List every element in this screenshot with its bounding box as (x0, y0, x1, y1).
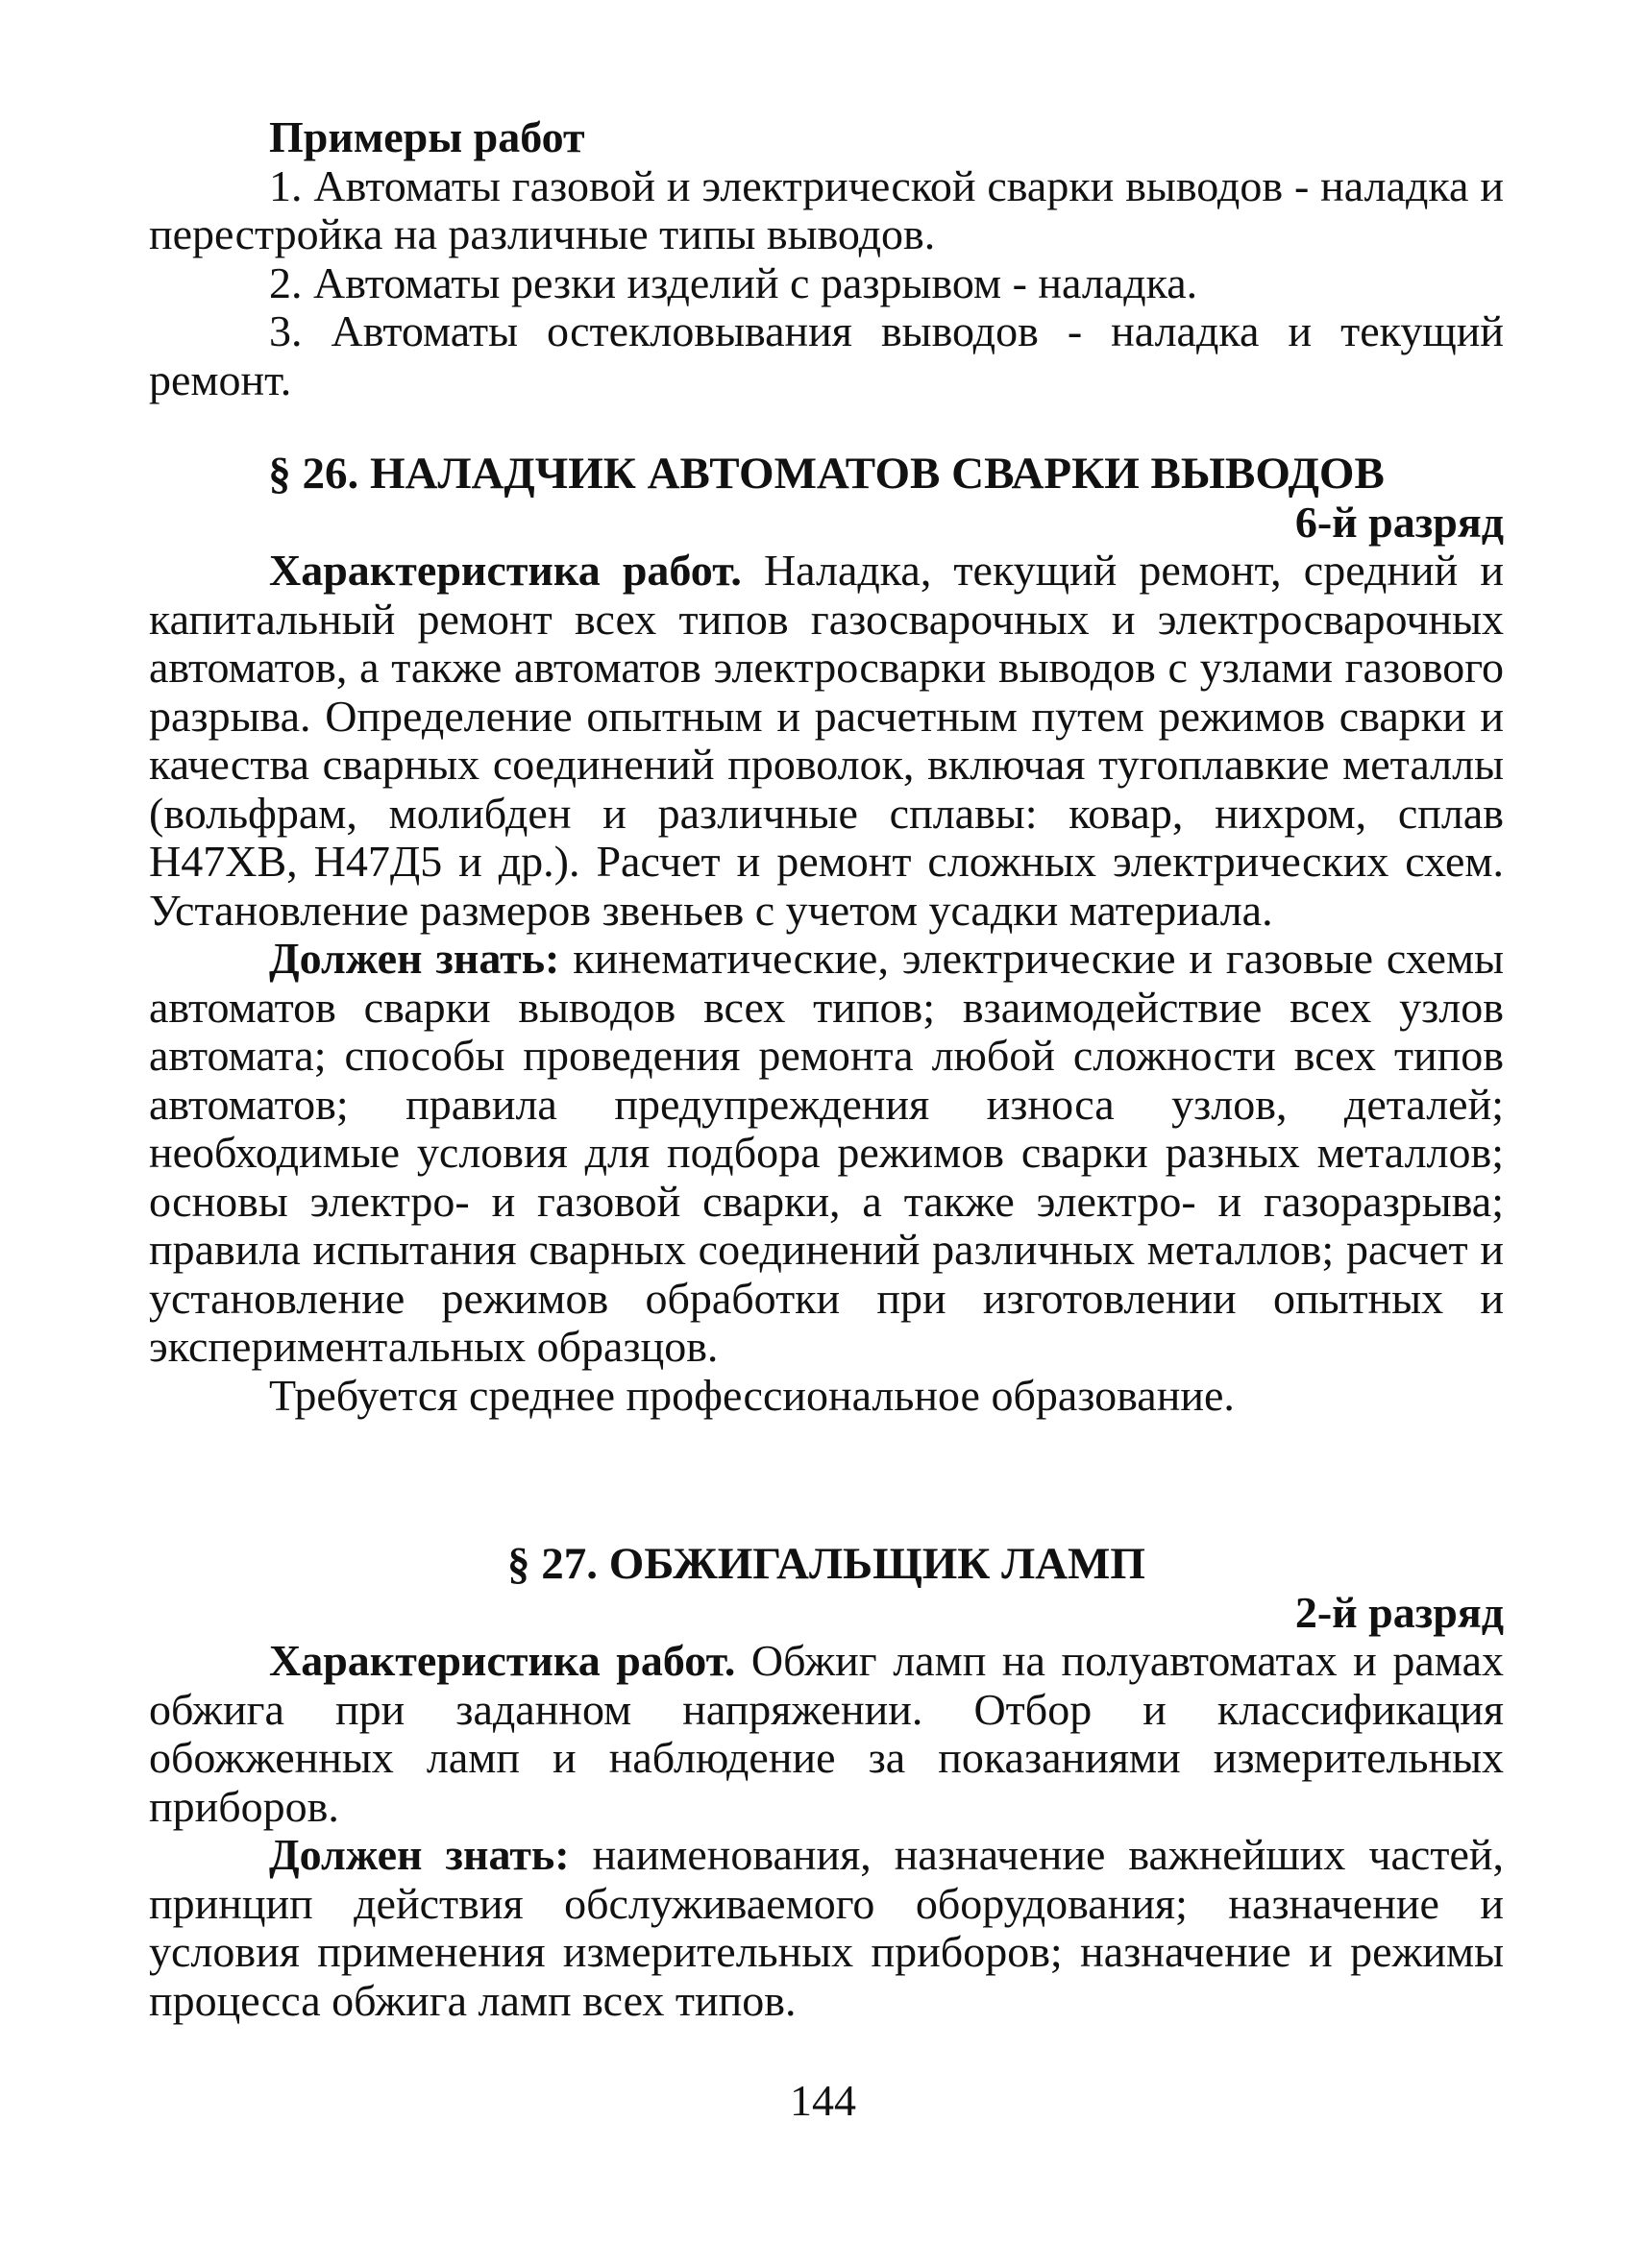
section-27 (149, 1540, 1504, 2025)
section-27-grade: 2-й разряд (1294, 1587, 1504, 1637)
example-item: 1. Автоматы газовой и электрической сварки выводов - наладка и перестройка на различные типы выводов. (149, 160, 1504, 258)
know-text: кинематические, электрические и газовые схемы автоматов сварки выводов всех типов; взаимодействие всех узлов автомата; способы проведения ремонта любой сложности всех типов автоматов; правила предупреждения износа узлов, деталей; необходимые условия для подбора режимов сварки разных металлов; основы электро- и газовой сварки, а также электро- и газоразрыва; правила испытания сварных соединений различных металлов; расчет и установление режимов обработки при изготовлении опытных и экспериментальных образцов. (149, 934, 1504, 1371)
know-label: Должен знать: (269, 1830, 570, 1879)
work-label: Характеристика работ. (269, 546, 742, 595)
know-text: наименования, назначение важнейших частей, принцип действия обслуживаемого оборудования; назначение и условия применения измерительных приборов; назначение и режимы процесса обжига ламп всех типов. (149, 1830, 1504, 2025)
example-item: 2. Автоматы резки изделий с разрывом - наладка. (269, 257, 1198, 307)
example-item: 3. Автоматы остекловывания выводов - наладка и текущий ремонт. (149, 306, 1504, 404)
section-26-education: Требуется среднее профессиональное образование. (269, 1370, 1235, 1420)
page-number: 144 (790, 2076, 856, 2125)
examples-heading: Примеры работ (269, 112, 585, 161)
examples-block (149, 113, 1504, 404)
work-text: Наладка, текущий ремонт, средний и капитальный ремонт всех типов газосварочных и электросварочных автоматов, а также автоматов электросварки выводов с узлами газового разрыва. Определение опытным и расчетным путем режимов сварки и качества сварных соединений проволок, включая тугоплавкие металлы (вольфрам, молибден и различные сплавы: ковар, нихром, сплав Н47ХВ, Н47Д5 и др.). Расчет и ремонт сложных электрических схем. Установление размеров звеньев с учетом усадки материала. (149, 546, 1504, 935)
work-label: Характеристика работ. (269, 1636, 736, 1685)
section-26-grade: 6-й разряд (1294, 497, 1504, 547)
section-27-title: § 27. ОБЖИГАЛЬЩИК ЛАМП (507, 1539, 1145, 1589)
section-26 (149, 450, 1504, 1420)
section-27-knowledge-paragraph (149, 1831, 1504, 2025)
section-27-work-paragraph (149, 1637, 1504, 1831)
know-label: Должен знать: (269, 934, 560, 983)
work-text: Обжиг ламп на полуавтоматах и рамах обжига при заданном напряжении. Отбор и классификация обожженных ламп и наблюдение за показаниями измерительных приборов. (149, 1636, 1504, 1831)
section-26-title: § 26. НАЛАДЧИК АВТОМАТОВ СВАРКИ ВЫВОДОВ (268, 449, 1385, 499)
section-26-work-paragraph (149, 547, 1504, 935)
section-26-knowledge-paragraph (149, 935, 1504, 1372)
